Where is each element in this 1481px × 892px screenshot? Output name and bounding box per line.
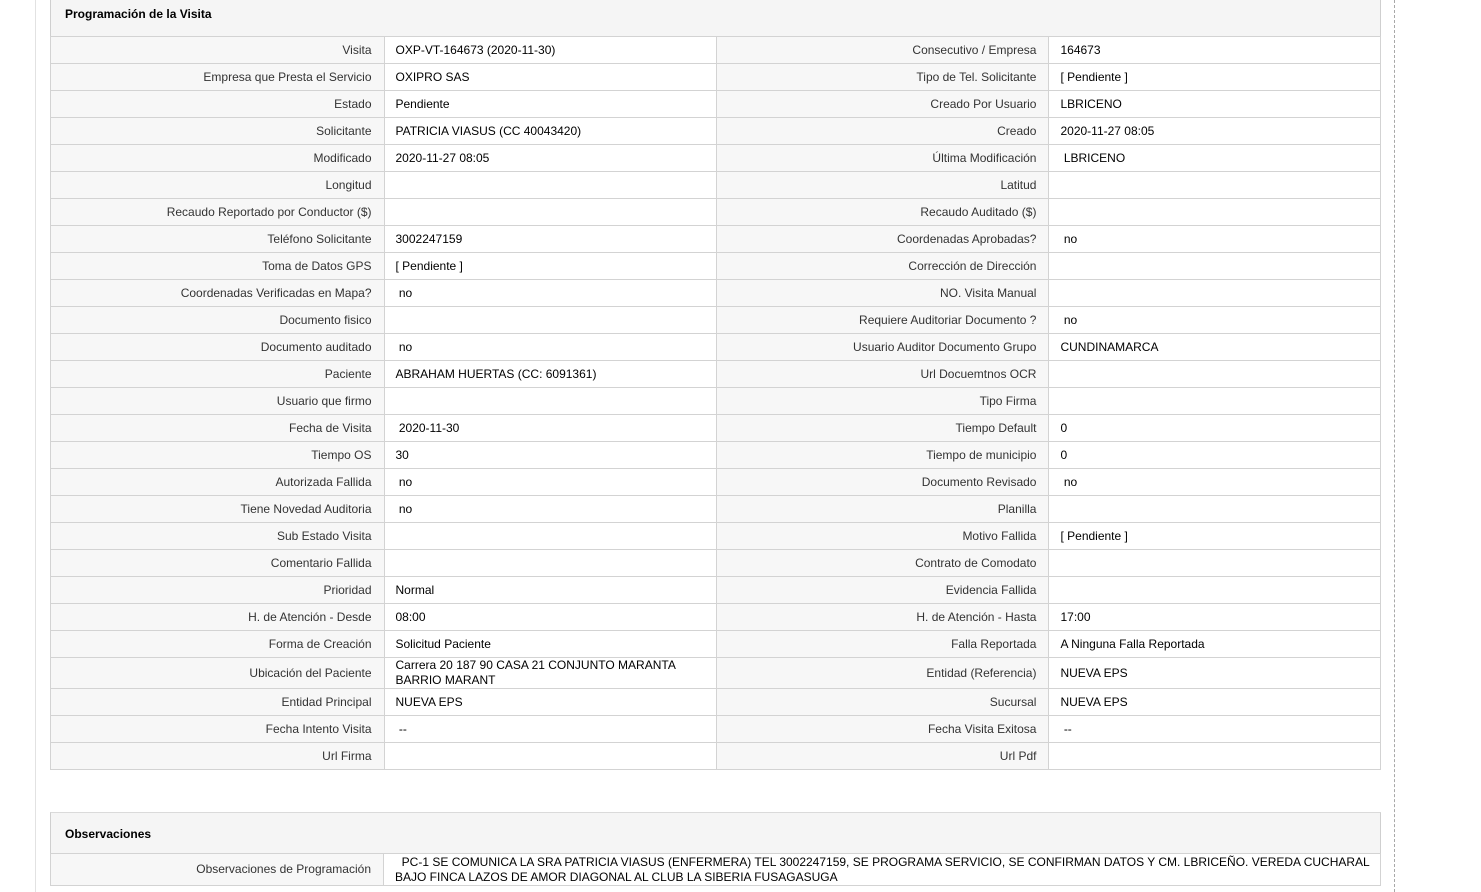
field-label: Latitud: [716, 172, 1048, 199]
field-label: Planilla: [716, 496, 1048, 523]
field-value: --: [384, 716, 716, 743]
table-row: [51, 415, 1381, 442]
table-row: [51, 388, 1381, 415]
field-value: Solicitud Paciente: [384, 631, 716, 658]
field-label: Documento Revisado: [716, 469, 1048, 496]
field-value: NUEVA EPS: [1049, 689, 1381, 716]
table-row: [51, 361, 1381, 388]
table-row: [51, 145, 1381, 172]
field-label: Url Pdf: [716, 743, 1048, 770]
field-label: Sub Estado Visita: [51, 523, 385, 550]
field-label: Tiempo OS: [51, 442, 385, 469]
field-label: Url Firma: [51, 743, 385, 770]
field-value: [1049, 280, 1381, 307]
field-value: LBRICENO: [1049, 91, 1381, 118]
field-label: Documento fisico: [51, 307, 385, 334]
field-label: Corrección de Dirección: [716, 253, 1048, 280]
field-value: PATRICIA VIASUS (CC 40043420): [384, 118, 716, 145]
field-label: Modificado: [51, 145, 385, 172]
field-label: Creado Por Usuario: [716, 91, 1048, 118]
field-label: Coordenadas Verificadas en Mapa?: [51, 280, 385, 307]
field-label: Autorizada Fallida: [51, 469, 385, 496]
field-value: [ Pendiente ]: [1049, 64, 1381, 91]
table-row: [51, 91, 1381, 118]
field-label: Toma de Datos GPS: [51, 253, 385, 280]
field-label: Evidencia Fallida: [716, 577, 1048, 604]
field-value: Normal: [384, 577, 716, 604]
field-label: Requiere Auditoriar Documento ?: [716, 307, 1048, 334]
field-value: 164673: [1049, 37, 1381, 64]
table-row: [51, 658, 1381, 689]
field-label: Creado: [716, 118, 1048, 145]
field-value: 0: [1049, 415, 1381, 442]
table-row: [51, 743, 1381, 770]
table-row: [51, 523, 1381, 550]
field-value: [1049, 361, 1381, 388]
field-label: Paciente: [51, 361, 385, 388]
table-row: [51, 118, 1381, 145]
table-row: [51, 334, 1381, 361]
field-label: Tipo Firma: [716, 388, 1048, 415]
table-row: [51, 442, 1381, 469]
field-label: Contrato de Comodato: [716, 550, 1048, 577]
table-row: [51, 226, 1381, 253]
table-row: [51, 550, 1381, 577]
field-value: 17:00: [1049, 604, 1381, 631]
field-label: Tipo de Tel. Solicitante: [716, 64, 1048, 91]
field-label: Última Modificación: [716, 145, 1048, 172]
field-value: NUEVA EPS: [384, 689, 716, 716]
field-value: [384, 172, 716, 199]
field-value: --: [1049, 716, 1381, 743]
table-row: [51, 604, 1381, 631]
observaciones-panel: [50, 812, 1381, 886]
field-value: no: [1049, 307, 1381, 334]
field-value: LBRICENO: [1049, 145, 1381, 172]
field-value: [1049, 172, 1381, 199]
observaciones-table: [50, 853, 1381, 886]
field-label: Usuario Auditor Documento Grupo: [716, 334, 1048, 361]
table-row: [51, 854, 1381, 886]
field-label: Teléfono Solicitante: [51, 226, 385, 253]
field-value: [384, 388, 716, 415]
field-label: Fecha Intento Visita: [51, 716, 385, 743]
field-label: Url Docuemtnos OCR: [716, 361, 1048, 388]
field-label: Motivo Fallida: [716, 523, 1048, 550]
field-value: no: [384, 280, 716, 307]
table-row: [51, 307, 1381, 334]
field-value: [1049, 496, 1381, 523]
field-value: [ Pendiente ]: [1049, 523, 1381, 550]
field-value: OXP-VT-164673 (2020-11-30): [384, 37, 716, 64]
table-row: [51, 280, 1381, 307]
observaciones-title: Observaciones: [50, 812, 1381, 853]
table-row: [51, 469, 1381, 496]
field-value: ABRAHAM HUERTAS (CC: 6091361): [384, 361, 716, 388]
page-right-dashed-border: [1394, 0, 1395, 892]
table-row: [51, 496, 1381, 523]
field-label: Recaudo Auditado ($): [716, 199, 1048, 226]
table-row: [51, 172, 1381, 199]
page-left-border: [35, 0, 36, 892]
field-label: Solicitante: [51, 118, 385, 145]
table-row: [51, 689, 1381, 716]
field-label: Documento auditado: [51, 334, 385, 361]
field-label: Visita: [51, 37, 385, 64]
field-label: NO. Visita Manual: [716, 280, 1048, 307]
programacion-panel: [50, 0, 1381, 770]
field-value: 2020-11-27 08:05: [1049, 118, 1381, 145]
field-label: Empresa que Presta el Servicio: [51, 64, 385, 91]
field-value: 2020-11-27 08:05: [384, 145, 716, 172]
field-label: Prioridad: [51, 577, 385, 604]
field-value: [384, 550, 716, 577]
field-label: Consecutivo / Empresa: [716, 37, 1048, 64]
field-value: [1049, 388, 1381, 415]
field-value: 08:00: [384, 604, 716, 631]
field-label: Coordenadas Aprobadas?: [716, 226, 1048, 253]
field-value: Pendiente: [384, 91, 716, 118]
table-row: [51, 631, 1381, 658]
field-label: Entidad Principal: [51, 689, 385, 716]
field-value: 3002247159: [384, 226, 716, 253]
field-value: [384, 307, 716, 334]
field-value: CUNDINAMARCA: [1049, 334, 1381, 361]
field-label: Recaudo Reportado por Conductor ($): [51, 199, 385, 226]
field-value: OXIPRO SAS: [384, 64, 716, 91]
observaciones-value: PC-1 SE COMUNICA LA SRA PATRICIA VIASUS (ENFERMERA) TEL 3002247159, SE PROGRAMA SERVICIO, SE CONFIRMAN DATOS Y CM. LBRICEÑO. VEREDA CUCHARAL BAJO FINCA LAZOS DE AMOR DIAGONAL AL CLUB LA SIBERIA FUSAGASUGA: [384, 854, 1381, 886]
field-label: Entidad (Referencia): [716, 658, 1048, 689]
field-value: A Ninguna Falla Reportada: [1049, 631, 1381, 658]
field-value: [384, 199, 716, 226]
observaciones-label: Observaciones de Programación: [51, 854, 384, 886]
table-row: [51, 716, 1381, 743]
table-row: [51, 199, 1381, 226]
field-value: [ Pendiente ]: [384, 253, 716, 280]
field-label: Tiempo Default: [716, 415, 1048, 442]
field-label: Comentario Fallida: [51, 550, 385, 577]
field-value: [1049, 743, 1381, 770]
field-value: no: [384, 496, 716, 523]
field-value: 0: [1049, 442, 1381, 469]
field-value: [1049, 550, 1381, 577]
field-label: Falla Reportada: [716, 631, 1048, 658]
field-label: Sucursal: [716, 689, 1048, 716]
field-label: Fecha de Visita: [51, 415, 385, 442]
field-label: Tiene Novedad Auditoria: [51, 496, 385, 523]
field-value: Carrera 20 187 90 CASA 21 CONJUNTO MARANTA BARRIO MARANT: [384, 658, 716, 689]
field-label: Forma de Creación: [51, 631, 385, 658]
field-label: Usuario que firmo: [51, 388, 385, 415]
table-row: [51, 577, 1381, 604]
field-value: [1049, 199, 1381, 226]
field-value: NUEVA EPS: [1049, 658, 1381, 689]
field-label: Longitud: [51, 172, 385, 199]
field-value: no: [384, 334, 716, 361]
table-row: [51, 64, 1381, 91]
field-value: [384, 523, 716, 550]
field-value: [384, 743, 716, 770]
field-label: H. de Atención - Desde: [51, 604, 385, 631]
field-value: no: [1049, 226, 1381, 253]
table-row: [51, 253, 1381, 280]
field-label: Estado: [51, 91, 385, 118]
programacion-title: Programación de la Visita: [50, 0, 1381, 36]
field-label: Fecha Visita Exitosa: [716, 716, 1048, 743]
field-value: [1049, 577, 1381, 604]
field-label: H. de Atención - Hasta: [716, 604, 1048, 631]
field-value: no: [384, 469, 716, 496]
table-row: [51, 37, 1381, 64]
field-value: no: [1049, 469, 1381, 496]
field-value: [1049, 253, 1381, 280]
field-value: 30: [384, 442, 716, 469]
field-label: Tiempo de municipio: [716, 442, 1048, 469]
field-label: Ubicación del Paciente: [51, 658, 385, 689]
programacion-table: [50, 36, 1381, 770]
field-value: 2020-11-30: [384, 415, 716, 442]
